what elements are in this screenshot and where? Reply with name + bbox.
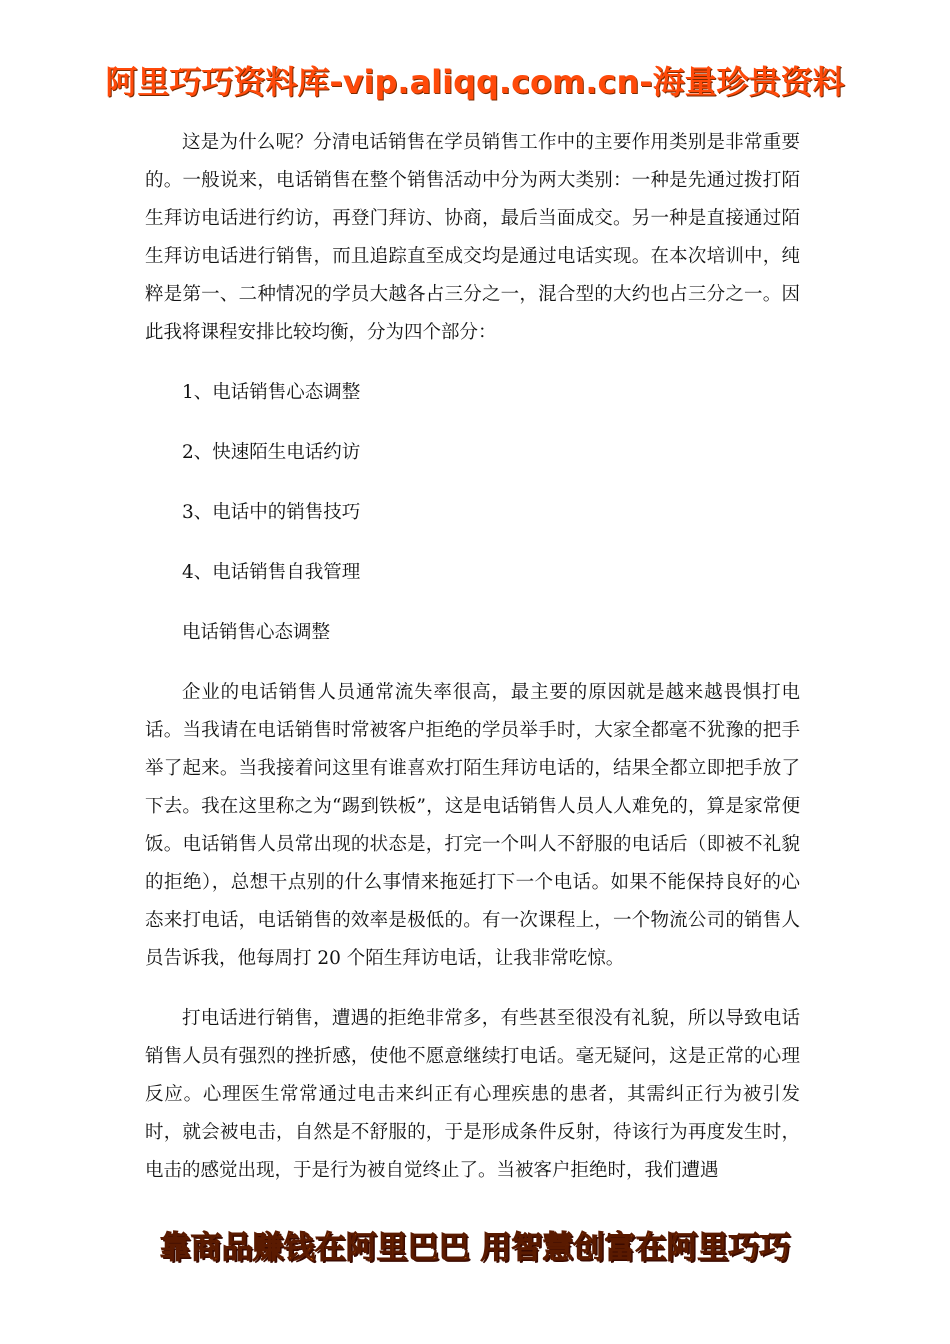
footer-banner [0,1228,950,1268]
footer-banner-text: 靠商品赚钱在阿里巴巴 用智慧创富在阿里巧巧 [159,1230,791,1266]
intro-paragraph: 这是为什么呢？分清电话销售在学员销售工作中的主要作用类别是非常重要的。一般说来，电话销售在整个销售活动中分为两大类别：一种是先通过拨打陌生拜访电话进行约访，再登门拜访、协商，最后当面成交。另一种是直接通过陌生拜访电话进行销售，而且追踪直至成交均是通过电话实现。在本次培训中，纯粹是第一、二种情况的学员大越各占三分之一，混合型的大约也占三分之一。因此我将课程安排比较均衡，分为四个部分： [145,132,800,343]
paragraph-1: 企业的电话销售人员通常流失率很高，最主要的原因就是越来越畏惧打电话。当我请在电话销售时常被客户拒绝的学员举手时，大家全都毫不犹豫的把手举了起来。当我接着问这里有谁喜欢打陌生拜访电话的，结果全都立即把手放了下去。我在这里称之为“踢到铁板”，这是电话销售人员人人难免的，算是家常便饭。电话销售人员常出现的状态是，打完一个叫人不舒服的电话后（即被不礼貌的拒绝），总想干点别的什么事情来拖延打下一个电话。如果不能保持良好的心态来打电话，电话销售的效率是极低的。有一次课程上，一个物流公司的销售人员告诉我，他每周打 20 个陌生拜访电话，让我非常吃惊。 [145,682,800,969]
paragraph-2: 打电话进行销售，遭遇的拒绝非常多，有些甚至很没有礼貌，所以导致电话销售人员有强烈的挫折感，使他不愿意继续打电话。毫无疑问，这是正常的心理反应。心理医生常常通过电击来纠正有心理疾患的患者，其需纠正行为被引发时，就会被电击，自然是不舒服的，于是形成条件反射，待该行为再度发生时，电击的感觉出现，于是行为被自觉终止了。当被客户拒绝时，我们遭遇 [145,1008,800,1181]
document-body [145,124,800,1190]
list-item-1: 1、电话销售心态调整 [182,382,361,403]
section-heading: 电话销售心态调整 [182,622,331,643]
header-banner [0,62,950,102]
list-item-3: 3、电话中的销售技巧 [182,502,361,523]
list-item-4: 4、电话销售自我管理 [182,562,361,583]
list-item-2: 2、快速陌生电话约访 [182,442,361,463]
header-banner-text: 阿里巧巧资料库-vip.aliqq.com.cn-海量珍贵资料 [105,63,845,101]
